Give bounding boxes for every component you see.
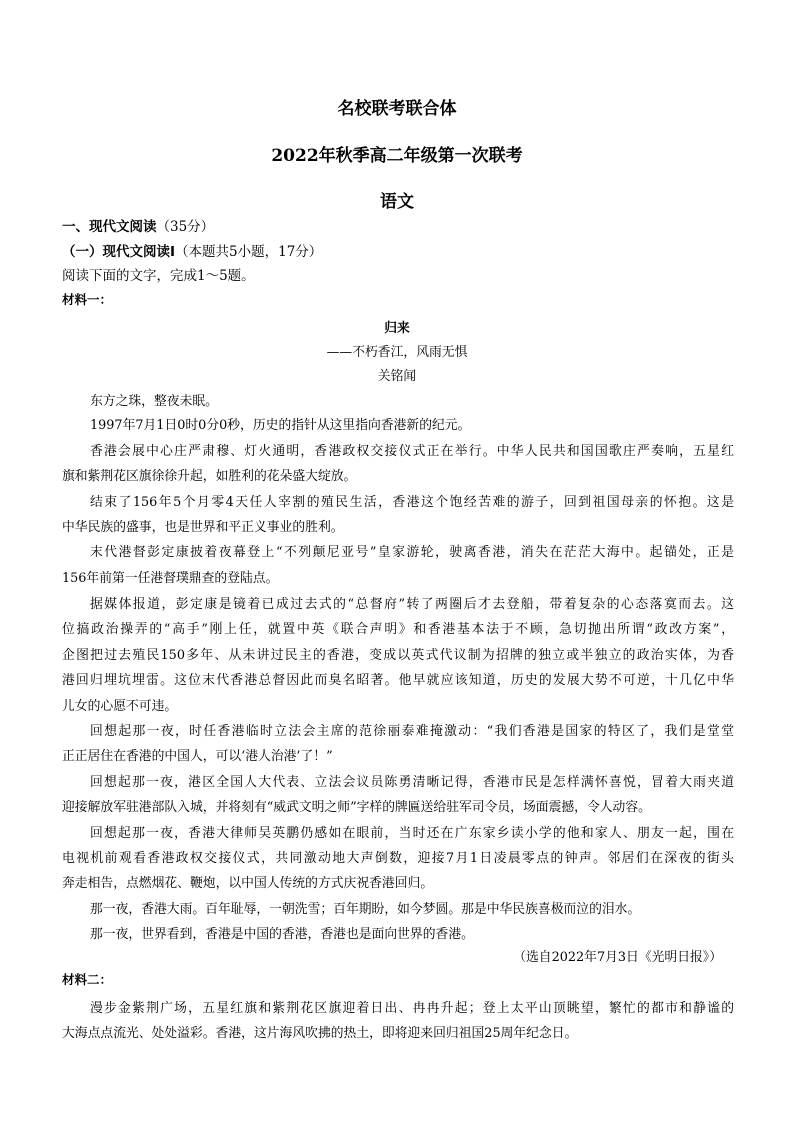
article-line: 奔走相告，点燃烟花、鞭炮，以中国人传统的方式庆祝香港回归。 xyxy=(62,876,434,891)
article-line: 企图把过去殖民150多年、从未讲过民主的香港，变成以英式代议制为招牌的独立或半独立的政治实体，为香 xyxy=(62,648,734,663)
article-line: 旗和紫荆花区旗徐徐升起，如胜利的花朵盛大绽放。 xyxy=(62,469,357,484)
article-line: 大海点点流光、处处溢彩。香港，这片海风吹拂的热土，即将迎来回归祖国25周年纪念日。 xyxy=(62,1026,578,1041)
subsection-heading xyxy=(62,240,322,260)
article-subtitle: ——不朽香江，风雨无惧 xyxy=(326,345,468,360)
article-line: 儿女的心愿不可违。 xyxy=(62,699,178,714)
exam-title: 2022年秋季高二年级第一次联考 xyxy=(271,146,523,166)
article-line: 回想起那一夜，港区全国人大代表、立法会议员陈勇清晰记得，香港市民是怎样满怀喜悦，冒着大雨夹道 xyxy=(90,775,734,790)
article-author: 关铭闻 xyxy=(377,369,417,384)
article-line: 结束了156年5个月零4天任人宰割的殖民生活，香港这个饱经苦难的游子，回到祖国母亲的怀抱。这是 xyxy=(90,495,734,510)
article-line: 东方之珠，整夜未眠。 xyxy=(90,394,218,409)
subsection-note: （本题共5小题，17分） xyxy=(175,244,323,260)
article-line: 香港会展中心庄严肃穆、灯火通明，香港政权交接仪式正在举行。中华人民共和国国歌庄严奏响，五星红 xyxy=(90,444,734,459)
article-line: 回想起那一夜，香港大律师吴英鹏仍感如在眼前，当时还在广东家乡读小学的他和家人、朋友一起，围在 xyxy=(90,826,734,841)
article-source: （选自2022年7月3日《光明日报》） xyxy=(513,950,722,965)
article-line: 回想起那一夜，时任香港临时立法会主席的范徐丽泰难掩激动：“我们香港是国家的特区了，我们是堂堂 xyxy=(90,724,734,739)
section-score: （35分） xyxy=(156,219,215,235)
subject-title: 语文 xyxy=(380,192,414,212)
article-line: 那一夜，香港大雨。百年耻辱，一朝洗雪；百年期盼，如今梦圆。那是中华民族喜极而泣的泪水。 xyxy=(90,902,641,917)
article-line: 末代港督彭定康披着夜幕登上“不列颠尼亚号”皇家游轮，驶离香港，消失在茫茫大海中。起锚处，正是 xyxy=(90,545,734,560)
article-line: 电视机前观看香港政权交接仪式，共同激动地大声倒数，迎接7月1日凌晨零点的钟声。邻居们在深夜的街头 xyxy=(62,851,734,866)
section-heading xyxy=(62,215,214,235)
material1-label: 材料一： xyxy=(62,292,113,307)
material2-label: 材料二： xyxy=(62,972,113,987)
article-line: 156年前第一任港督璞鼎查的登陆点。 xyxy=(62,571,279,586)
section-title: 一、现代文阅读 xyxy=(62,219,157,235)
article-line: 迎接解放军驻港部队入城，并将刻有“威武文明之师”字样的牌匾送给驻军司令员，场面震撼，令人动容。 xyxy=(62,800,651,815)
article-title: 归来 xyxy=(384,321,410,336)
article-line: 漫步金紫荆广场，五星红旗和紫荆花区旗迎着日出、冉冉升起；登上太平山顶眺望，繁忙的都市和静谧的 xyxy=(90,1001,734,1016)
org-title: 名校联考联合体 xyxy=(337,99,457,119)
subsection-title: （一）现代文阅读Ⅰ xyxy=(62,244,176,260)
article-line: 位搞政治操弄的“高手”刚上任，就置中英《联合声明》和香港基本法于不顾，急切抛出所谓“政改方案”， xyxy=(62,622,734,637)
article-line: 1997年7月1日0时0分0秒，历史的指针从这里指向香港新的纪元。 xyxy=(90,418,471,433)
article-line: 港回归埋坑埋雷。这位末代香港总督因此而臭名昭著。他早就应该知道，历史的发展大势不可逆，十几亿中华 xyxy=(62,673,734,688)
instruction-text: 阅读下面的文字，完成1～5题。 xyxy=(62,268,255,284)
article-line: 那一夜，世界看到，香港是中国的香港，香港也是面向世界的香港。 xyxy=(90,927,474,942)
article-line: 据媒体报道，彭定康是镜着已成过去式的“总督府”转了两圈后才去登船，带着复杂的心态落寞而去。这 xyxy=(90,597,734,612)
article-line: 正正居住在香港的中国人，可以‘港人治港’了！” xyxy=(62,749,333,764)
article-line: 中华民族的盛事，也是世界和平正义事业的胜利。 xyxy=(62,520,344,535)
